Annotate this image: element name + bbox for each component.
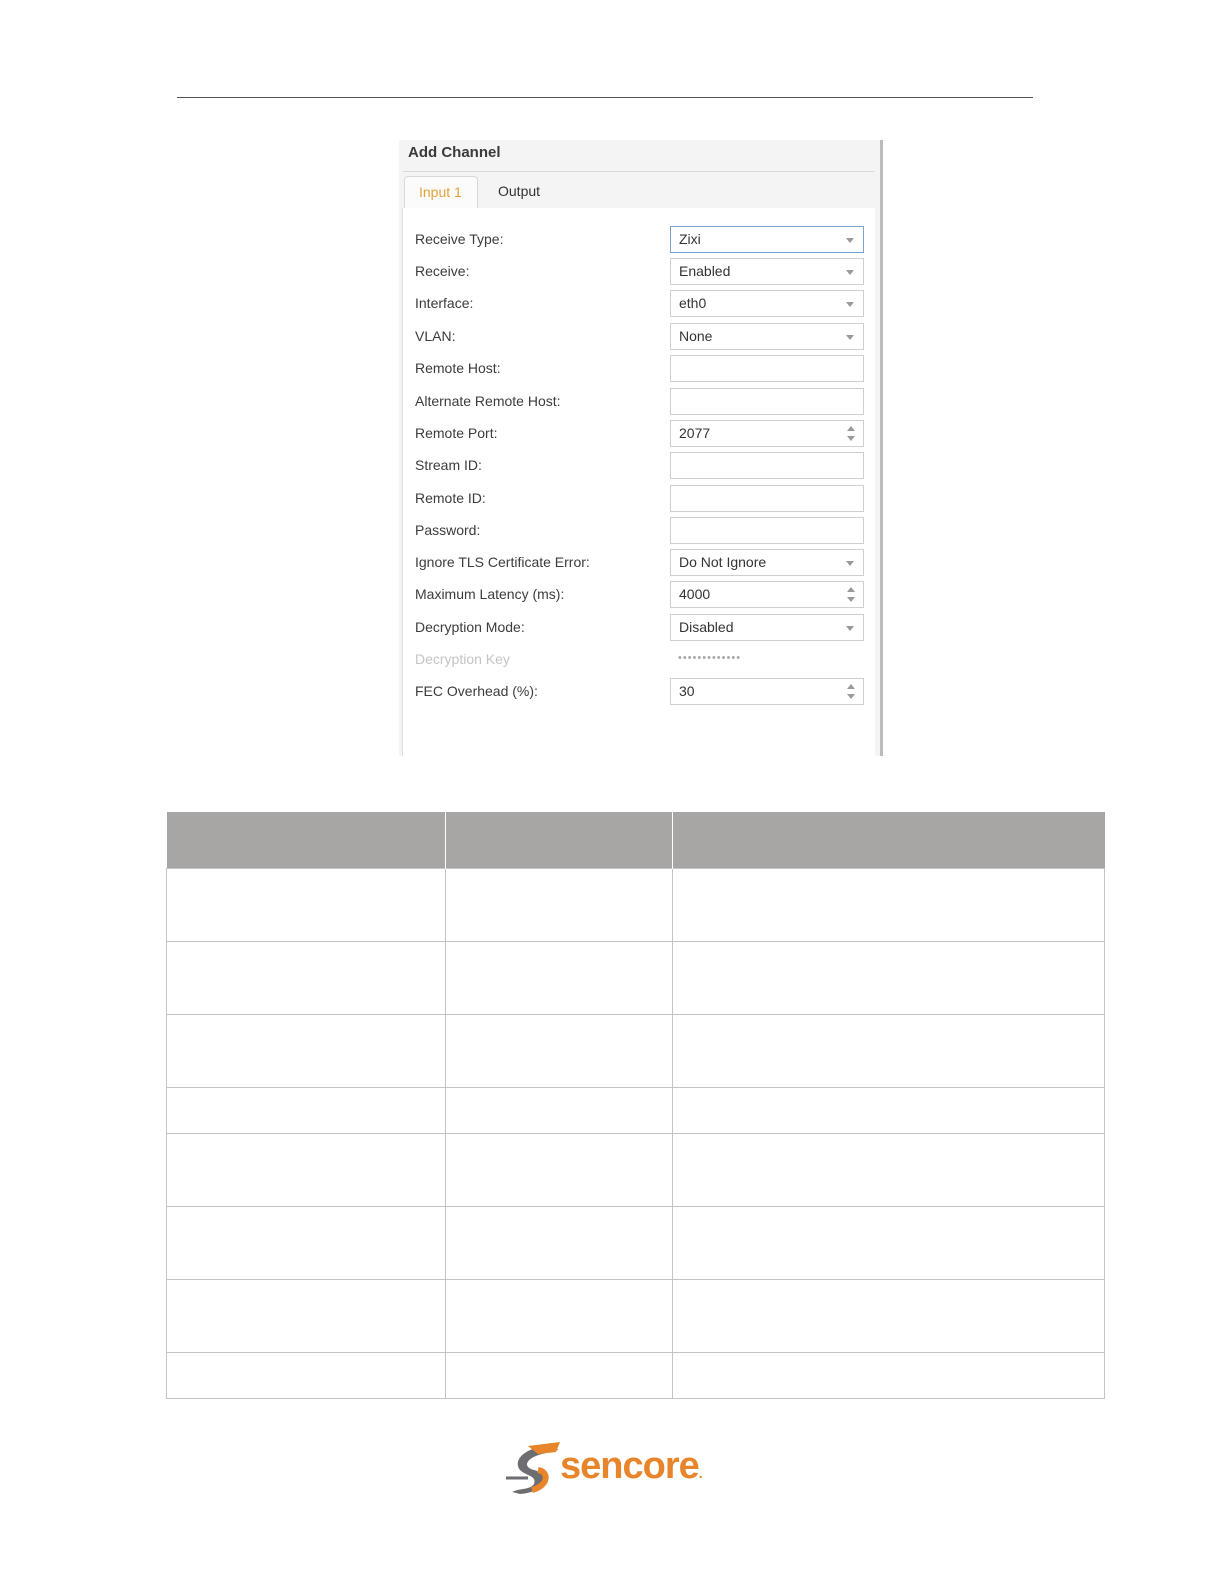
stream-id-input[interactable]: [670, 452, 864, 479]
receive-type-select[interactable]: [670, 226, 864, 253]
table-header-cell: [167, 812, 446, 869]
table-header-cell: [672, 812, 1104, 869]
table-cell: [672, 1207, 1104, 1280]
table-cell: [445, 1134, 672, 1207]
stream-id-row: [403, 452, 875, 480]
receive-label: Receive:: [415, 263, 470, 279]
vlan-value: None: [679, 328, 713, 344]
chevron-down-icon: [846, 561, 854, 566]
remote-id-label: Remote ID:: [415, 490, 486, 506]
table-cell: [672, 1088, 1104, 1134]
table-row: [167, 942, 1105, 1015]
remote-host-label: Remote Host:: [415, 360, 501, 376]
receive-row: [403, 258, 875, 286]
table-cell: [167, 869, 446, 942]
interface-label: Interface:: [415, 295, 474, 311]
table-row: [167, 1353, 1105, 1399]
table-cell: [167, 1207, 446, 1280]
decryption-mode-value: Disabled: [679, 619, 734, 635]
table-cell: [672, 942, 1104, 1015]
logo-dot: .: [698, 1465, 702, 1481]
chevron-down-icon: [846, 238, 854, 243]
title-divider: [403, 171, 874, 172]
stream-id-label: Stream ID:: [415, 457, 482, 473]
remote-id-input[interactable]: [670, 485, 864, 512]
tab-output-1[interactable]: Output: [498, 183, 541, 199]
table-cell: [672, 1353, 1104, 1399]
table-cell: [445, 1015, 672, 1088]
spinner-arrows-icon[interactable]: [847, 587, 855, 603]
table-row: [167, 1015, 1105, 1088]
alternate-remote-host-label: Alternate Remote Host:: [415, 393, 561, 409]
remote-id-row: [403, 485, 875, 513]
table-cell: [672, 1280, 1104, 1353]
table-row: [167, 1134, 1105, 1207]
password-label: Password:: [415, 522, 481, 538]
password-input[interactable]: [670, 517, 864, 544]
chevron-down-icon: [846, 626, 854, 631]
chevron-down-icon: [846, 335, 854, 340]
interface-select[interactable]: [670, 290, 864, 317]
table-cell: [445, 1353, 672, 1399]
table-row: [167, 1207, 1105, 1280]
header-rule: [177, 97, 1033, 98]
dialog-title: Add Channel: [408, 144, 501, 161]
remote-port-row: [403, 420, 875, 448]
table-cell: [445, 1207, 672, 1280]
receive-value: Enabled: [679, 263, 731, 279]
vlan-select[interactable]: [670, 323, 864, 350]
table-cell: [167, 1280, 446, 1353]
table-cell: [167, 1134, 446, 1207]
spinner-arrows-icon[interactable]: [847, 684, 855, 700]
max-latency-value: 4000: [679, 586, 711, 602]
table-cell: [445, 1280, 672, 1353]
spinner-arrows-icon[interactable]: [847, 426, 855, 442]
remote-host-input[interactable]: [670, 355, 864, 382]
fec-overhead-row: [403, 678, 875, 706]
decryption-mode-row: [403, 614, 875, 642]
receive-type-label: Receive Type:: [415, 231, 504, 247]
ignore-tls-value: Do Not Ignore: [679, 554, 767, 570]
decryption-mode-select[interactable]: [670, 614, 864, 641]
chevron-down-icon: [846, 302, 854, 307]
ignore-tls-label: Ignore TLS Certificate Error:: [415, 554, 590, 570]
table-header-cell: [445, 812, 672, 869]
table-cell: [167, 942, 446, 1015]
table-cell: [672, 869, 1104, 942]
remote-port-value: 2077: [679, 425, 711, 441]
decryption-key-label: Decryption Key: [415, 651, 510, 667]
table-cell: [672, 1134, 1104, 1207]
table-cell: [167, 1015, 446, 1088]
password-row: [403, 517, 875, 545]
receive-type-value: Zixi: [679, 231, 701, 247]
table-cell: [445, 869, 672, 942]
ignore-tls-row: [403, 549, 875, 577]
logo-text: sencore: [560, 1445, 699, 1487]
vlan-label: VLAN:: [415, 328, 456, 344]
interface-row: [403, 290, 875, 318]
input-settings-panel: [402, 208, 875, 756]
sencore-wordmark: [560, 1445, 702, 1488]
decryption-mode-label: Decryption Mode:: [415, 619, 525, 635]
max-latency-stepper[interactable]: [670, 581, 864, 608]
chevron-down-icon: [846, 270, 854, 275]
table-cell: [672, 1015, 1104, 1088]
ignore-tls-select[interactable]: [670, 549, 864, 576]
interface-value: eth0: [679, 295, 707, 311]
table-cell: [167, 1353, 446, 1399]
fec-overhead-value: 30: [679, 683, 695, 699]
remote-port-label: Remote Port:: [415, 425, 498, 441]
remote-host-row: [403, 355, 875, 383]
alternate-remote-host-row: [403, 388, 875, 416]
table-cell: [167, 1088, 446, 1134]
table-cell: [445, 942, 672, 1015]
receive-select[interactable]: [670, 258, 864, 285]
fec-overhead-stepper[interactable]: [670, 678, 864, 705]
max-latency-label: Maximum Latency (ms):: [415, 586, 565, 602]
decryption-key-input: •••••••••••••: [670, 646, 864, 673]
table-cell: [445, 1088, 672, 1134]
vlan-row: [403, 323, 875, 351]
receive-type-row: [403, 226, 875, 254]
alternate-remote-host-input[interactable]: [670, 388, 864, 415]
table-row: [167, 869, 1105, 942]
table-row: [167, 1280, 1105, 1353]
fec-overhead-label: FEC Overhead (%):: [415, 683, 538, 699]
decryption-key-row: [403, 646, 875, 674]
tab-input-1[interactable]: Input 1: [404, 176, 478, 208]
table-row: [167, 1088, 1105, 1134]
max-latency-row: [403, 581, 875, 609]
add-channel-dialog: [399, 140, 883, 756]
remote-port-stepper[interactable]: [670, 420, 864, 447]
table-header-row: [167, 812, 1105, 869]
parameters-table: [166, 812, 1105, 1399]
